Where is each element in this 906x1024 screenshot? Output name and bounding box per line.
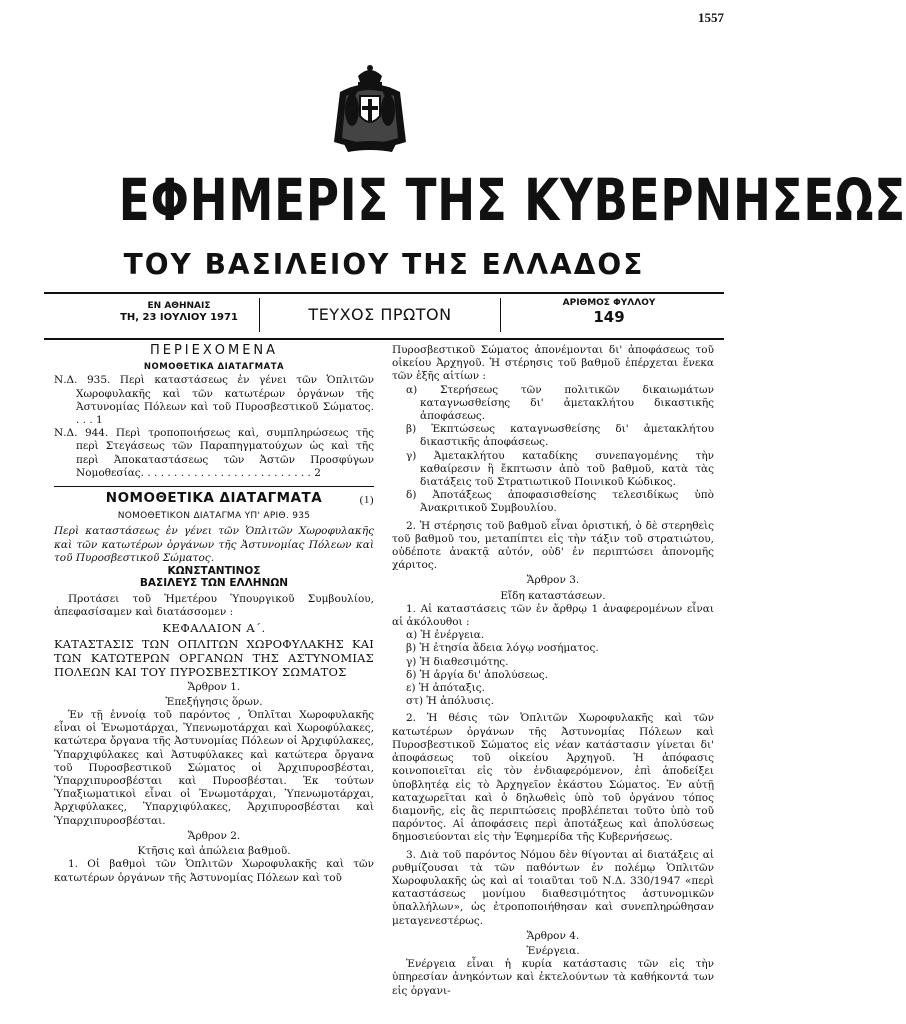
sheet-number-block	[514, 298, 704, 326]
king-title: ΒΑΣΙΛΕΥΣ ΤΩΝ ΕΛΛΗΝΩΝ	[139, 577, 289, 590]
section-title-text: ΝΟΜΟΘΕΤΙΚΑ ΔΙΑΤΑΓΜΑΤΑ	[105, 490, 323, 507]
list-item: γ) Ἀμετακλήτου καταδίκης συνεπαγομένης τὴν καθαίρεσιν ἢ ἔκπτωσιν ἀπὸ τοῦ βαθμοῦ, κατὰ τὰς διατάξεις τοῦ Στρατιωτικοῦ Ποινικοῦ Κώδικος.	[406, 449, 714, 489]
masthead-rule-bottom	[44, 338, 724, 340]
list-item: β) Ἡ ἐτησία ἄδεια λόγῳ νοσήματος.	[406, 642, 599, 655]
proposal-text: Προτάσει τοῦ Ἡμετέρου Ὑπουργικοῦ Συμβουλίου, ἀπεφασίσαμεν καὶ διατάσσομεν :	[54, 593, 374, 619]
article-2-text: 1. Οἱ βαθμοὶ τῶν Ὁπλιτῶν Χωροφυλακῆς καὶ τῶν κατωτέρων ὀργάνων τῆς Ἀστυνομίας Πόλεων καὶ τοῦ	[54, 858, 374, 884]
article-3-subtitle: Εἴδη καταστάσεων.	[500, 589, 606, 602]
chapter-heading: ΚΕΦΑΛΑΙΟΝ Α΄.	[162, 621, 266, 636]
section-title	[54, 492, 374, 505]
contents-title: ΠΕΡΙΕΧΟΜΕΝΑ	[149, 343, 279, 358]
article-3-heading: Ἄρθρον 3.	[526, 574, 580, 587]
article-1-subtitle: Ἐπεξήγησις ὅρων.	[165, 695, 263, 708]
list-item: ε) Ἡ ἀπόταξις.	[406, 682, 485, 695]
table-of-contents	[54, 374, 374, 480]
list-item: γ) Ἡ διαθεσιμότης.	[406, 655, 509, 668]
article-3-paragraph-2: 2. Ἡ θέσις τῶν Ὁπλιτῶν Χωροφυλακῆς καὶ τῶν κατωτέρων ὀργάνων τῆς Ἀστυνομίας Πόλεων καὶ Πυροσβεστικοῦ Σώματος εἰς νέαν κατάστασιν γίνεται δι' ἀποφάσεως τοῦ οἰκείου Ἀρχηγοῦ. Ἡ ἀπόφασις κοινοποιεῖται εἰς τὸν ἐνδιαφερόμενον, ἐπὶ ἀποδείξει ὑποβλητέᾳ εἰς τὸ Ἀρχηγεῖον ἑκάστου Σώματος. Ἐν αὐτῇ καταχωρεῖται καὶ ὁ δηλωθεὶς ὑπὸ τοῦ ὀργάνου τόπος διαμονῆς, εἰς ἃς περιπτώσεις προβλέπεται τοῦτο ὑπὸ τοῦ παρόντος. Αἱ ἀποφάσεις περὶ ἀποτάξεως καὶ ἀπολύσεως δημοσιεύονται εἰς τὴν Ἐφημερίδα τῆς Κυβερνήσεως.	[392, 712, 714, 844]
revocation-causes-list	[392, 384, 714, 516]
article-4-subtitle: Ἐνέργεια.	[526, 944, 580, 957]
gazette-title: ΕΦΗΜΕΡΙΣ ΤΗΣ ΚΥΒΕΡΝΗΣΕΩΣ	[118, 166, 906, 234]
status-list	[392, 629, 714, 708]
toc-entry-1: Ν.Δ. 935. Περὶ καταστάσεως ἐν γένει τῶν Ὁπλιτῶν Χωροφυλακῆς καὶ τῶν κατωτέρων ὀργάνων τῆς Ἀστυνομίας Πόλεων καὶ τοῦ Πυροσβεστικοῦ Σώματος. . . . 1	[54, 374, 374, 427]
king-name: ΚΩΝΣΤΑΝΤΙΝΟΣ	[167, 565, 261, 578]
article-2-subtitle: Κτῆσις καὶ ἀπώλεια βαθμοῦ.	[137, 845, 291, 858]
issue-date-block	[84, 300, 274, 324]
issue-volume: ΤΕΥΧΟΣ ΠΡΩΤΟΝ	[259, 298, 501, 332]
page-number: 1557	[698, 10, 724, 25]
article-2-continued: Πυροσβεστικοῦ Σώματος ἀπονέμονται δι' ἀποφάσεως τοῦ οἰκείου Ἀρχηγοῦ. Ἡ στέρησις τοῦ βαθμοῦ ἐπέρχεται ἕνεκα τῶν ἑξῆς αἰτίων :	[392, 344, 714, 383]
left-column	[54, 344, 374, 885]
section-number: (1)	[359, 494, 374, 507]
article-4-heading: Ἄρθρον 4.	[526, 929, 580, 942]
article-3-paragraph-3: 3. Διὰ τοῦ παρόντος Νόμου δὲν θίγονται αἱ διατάξεις αἱ ρυθμίζουσαι τὰ τῶν παθόντων ἐν πολέμῳ Ὁπλιτῶν Χωροφυλακῆς ὡς καὶ αἱ τοιαῦται τοῦ Ν.Δ. 330/1947 «περὶ καταστάσεως μονίμου διαθεσιμότητος ἀστυνομικῶν ὑπαλλήλων», ὡς ἐτροποποιήθησαν καὶ συνεπληρώθησαν μεταγενεστέρως.	[392, 848, 714, 927]
gazette-subtitle: ΤΟΥ ΒΑΣΙΛΕΙΟΥ ΤΗΣ ΕΛΛΑΔΟΣ	[123, 248, 645, 281]
toc-entry-2: Ν.Δ. 944. Περὶ τροποποιήσεως καὶ, συμπληρώσεως τῆς περὶ Στεγάσεως τῶν Παραπηγματούχων ὡς καὶ τῆς περὶ Ἀποκαταστάσεως τῶν Ἀστῶν Προσφύγων Νομοθεσίας. . . . . . . . . . . . . . . . . . . . . . . . . . 2	[54, 427, 374, 479]
article-2-heading: Ἄρθρον 2.	[187, 829, 241, 842]
masthead-info-row	[44, 294, 724, 336]
list-item: δ) Ἡ ἀργία δι' ἀπολύσεως.	[406, 668, 548, 681]
chapter-title: ΚΑΤΑΣΤΑΣΙΣ ΤΩΝ ΟΠΛΙΤΩΝ ΧΩΡΟΦΥΛΑΚΗΣ ΚΑΙ ΤΩΝ ΚΑΤΩΤΕΡΩΝ ΟΡΓΑΝΩΝ ΤΗΣ ΑΣΤΥΝΟΜΙΑΣ ΠΟΛΕΩΝ ΚΑΙ ΤΟΥ ΠΥΡΟΣΒΕΣΤΙΚΟΥ ΣΩΜΑΤΟΣ	[54, 636, 374, 679]
article-1-heading: Ἄρθρον 1.	[187, 680, 241, 693]
decree-subject: Περὶ καταστάσεως ἐν γένει τῶν Ὁπλιτῶν Χωροφυλακῆς καὶ τῶν κατωτέρων ὀργάνων τῆς Ἀστυνομίας Πόλεων καὶ τοῦ Πυροσβεστικοῦ Σώματος.	[54, 525, 374, 564]
issue-date: ΤΗ, 23 ΙΟΥΛΙΟΥ 1971	[120, 312, 238, 323]
list-item: στ) Ἡ ἀπόλυσις.	[406, 695, 495, 708]
list-item: α) Στερήσεως τῶν πολιτικῶν δικαιωμάτων καταγνωσθείσης δι' ἀμετακλήτου δικαστικῆς ἀποφάσεως.	[406, 383, 714, 423]
list-item: α) Ἡ ἐνέργεια.	[406, 629, 485, 642]
contents-subheading: ΝΟΜΟΘΕΤΙΚΑ ΔΙΑΤΑΓΜΑΤΑ	[143, 362, 285, 373]
article-2-paragraph-2: 2. Ἡ στέρησις τοῦ βαθμοῦ εἶναι ὁριστική, ὁ δὲ στερηθεὶς τοῦ βαθμοῦ του, μεταπίπτει εἰς τὴν τάξιν τοῦ στρατιώτου, οὐδέποτε ἀνακτᾷ αὐτόν, οὐδ' ἐν περιπτώσει ἀπονομῆς χάριτος.	[392, 519, 714, 572]
coat-of-arms-icon	[330, 62, 410, 158]
article-4-text: Ἐνέργεια εἶναι ἡ κυρία κατάστασις τῶν εἰς τὴν ὑπηρεσίαν ἀνηκόντων καὶ ἐκτελούντων τὰ καθήκοντά των εἰς ὀργανι-	[392, 958, 714, 997]
sheet-number: 149	[593, 308, 625, 326]
sheet-number-label: ΑΡΙΘΜΟΣ ΦΥΛΛΟΥ	[562, 298, 656, 308]
list-item: β) Ἐκπτώσεως καταγνωσθείσης δι' ἀμετακλήτου δικαστικῆς ἀποφάσεως.	[406, 423, 714, 449]
article-1-text: Ἐν τῇ ἐννοίᾳ τοῦ παρόντος , Ὁπλῖται Χωροφυλακῆς εἶναι οἱ Ἐνωμοτάρχαι, Ὑπενωμοτάρχαι καὶ Χωροφύλακες, κατώτερα ὄργανα τῆς Ἀστυνομίας Πόλεων οἱ Ἀρχιφύλακες, Ὑπαρχιφύλακες καὶ Ἀστυφύλακες καὶ κατώτερα ὄργανα τοῦ Πυροσβεστικοῦ Σώματος οἱ Ἀρχιπυροσβέσται, Ὑπαρχιπυροσβέσται καὶ Πυροσβέσται. Ἐκ τούτων Ὑπαξιωματικοὶ εἶναι οἱ Ἐνωμοτάρχαι, Ὑπενωμοτάρχαι, Ἀρχιφύλακες, Ὑπαρχιφύλακες, Ἀρχιπυροσβέσται καὶ Ὑπαρχιπυροσβέσται.	[54, 709, 374, 827]
article-3-text: 1. Αἱ καταστάσεις τῶν ἐν ἄρθρῳ 1 ἀναφερομένων εἶναι αἱ ἀκόλουθοι :	[392, 602, 714, 629]
list-item: δ) Ἀποτάξεως ἀποφασισθείσης τελεσιδίκως ὑπὸ Ἀνακριτικοῦ Συμβουλίου.	[406, 489, 714, 515]
divider	[54, 486, 374, 487]
issue-place: ΕΝ ΑΘΗΝΑΙΣ	[147, 301, 211, 311]
decree-heading: ΝΟΜΟΘΕΤΙΚΟΝ ΔΙΑΤΑΓΜΑ ΥΠ' ΑΡΙΘ. 935	[117, 511, 311, 522]
right-column	[392, 344, 714, 998]
